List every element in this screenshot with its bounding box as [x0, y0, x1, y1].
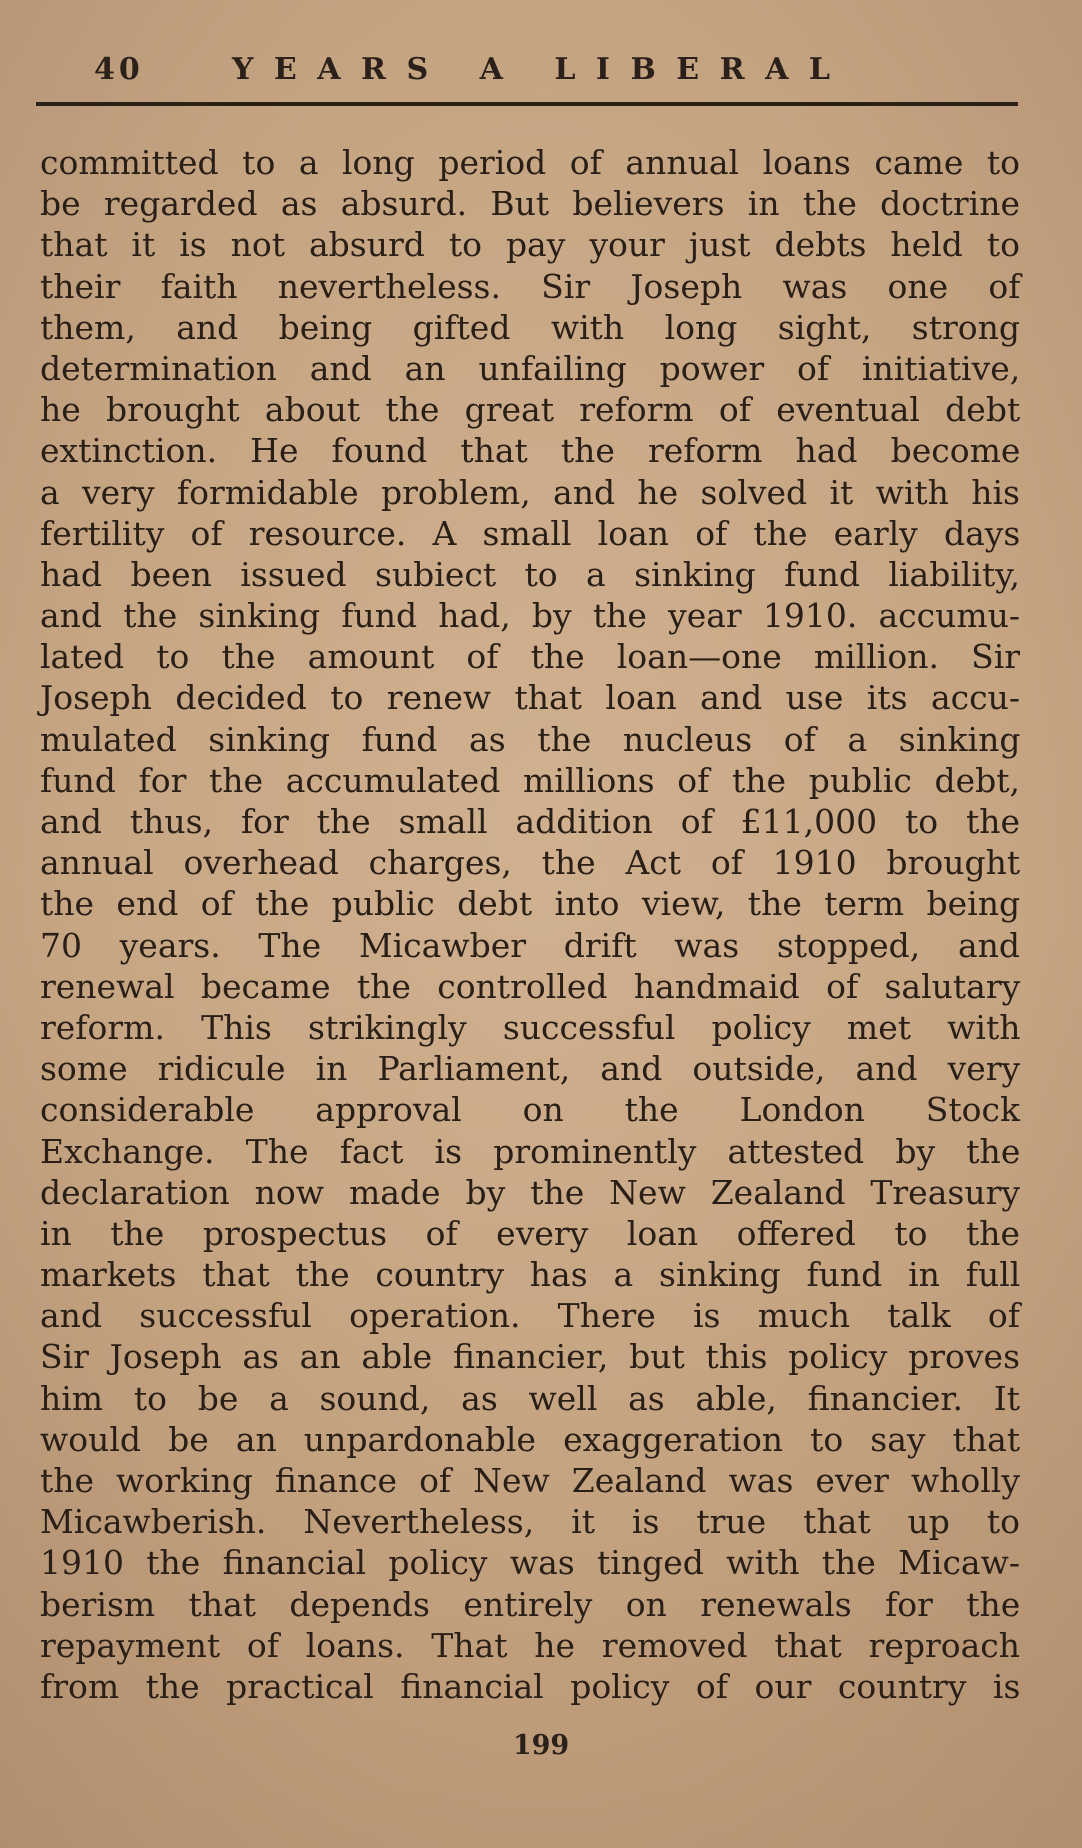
header-rule — [36, 102, 1018, 106]
text-line: the working finance of New Zealand was ever wholly — [40, 1461, 1020, 1500]
text-line: renewal became the controlled handmaid of salutary — [40, 966, 1021, 1006]
text-line: repayment of loans. That he removed that reproach — [40, 1625, 1021, 1665]
text-line: them, and being gifted with long sight, strong — [40, 307, 1020, 347]
running-head — [70, 44, 1010, 96]
text-line: considerable approval on the London Stock — [40, 1090, 1020, 1130]
text-line: Exchange. The fact is prominently attested by the — [40, 1131, 1021, 1171]
text-line: declaration now made by the New Zealand Treasury — [40, 1172, 1020, 1212]
text-line: in the prospectus of every loan offered to the — [40, 1213, 1021, 1253]
text-line: annual overhead charges, the Act of 1910 brought — [40, 843, 1021, 883]
text-line: him to be a sound, as well as able, financier. It — [40, 1378, 1020, 1418]
text-line: reform. This strikingly successful policy met with — [40, 1007, 1021, 1047]
text-line: lated to the amount of the loan—one million. Sir — [40, 637, 1021, 677]
text-line: and the sinking fund had, by the year 1910. accumu- — [40, 596, 1021, 636]
text-line: determination and an unfailing power of initiative, — [40, 348, 1021, 388]
text-line: their faith nevertheless. Sir Joseph was one of — [40, 266, 1021, 306]
text-line: Micawberish. Nevertheless, it is true that up to — [40, 1502, 1020, 1542]
text-line: mulated sinking fund as the nucleus of a sinking — [40, 719, 1021, 759]
text-line: markets that the country has a sinking fund in full — [40, 1255, 1021, 1295]
running-head-title: YEARS A LIBERAL — [232, 52, 851, 87]
text-line: and successful operation. There is much talk of — [40, 1296, 1020, 1336]
text-line: he brought about the great reform of eventual debt — [40, 390, 1021, 430]
body-text — [40, 142, 1020, 1707]
text-line: had been issued subiect to a sinking fund liability, — [40, 554, 1020, 594]
text-line: be regarded as absurd. But believers in the doctrine — [40, 184, 1020, 224]
text-line: would be an unpardonable exaggeration to say that — [40, 1419, 1021, 1459]
text-line: 70 years. The Micawber drift was stopped, and — [40, 925, 1020, 965]
text-line: some ridicule in Parliament, and outside, and very — [40, 1049, 1021, 1089]
text-line: extinction. He found that the reform had become — [40, 431, 1021, 471]
text-line: a very formidable problem, and he solved it with his — [40, 472, 1020, 512]
text-line: the end of the public debt into view, the term being — [40, 884, 1021, 924]
page-number: 199 — [512, 1730, 570, 1761]
text-line: fertility of resource. A small loan of the early days — [40, 513, 1021, 553]
text-line: and thus, for the small addition of £11,000 to the — [40, 802, 1020, 841]
text-line: berism that depends entirely on renewals for the — [40, 1584, 1021, 1624]
running-head-folio: 40 — [94, 52, 144, 87]
text-line: from the practical financial policy of our country is — [40, 1666, 1021, 1706]
text-line: that it is not absurd to pay your just debts held to — [40, 225, 1020, 265]
text-line: committed to a long period of annual loans came to — [40, 143, 1020, 182]
text-line: Sir Joseph as an able financier, but this policy proves — [40, 1337, 1020, 1377]
text-line: fund for the accumulated millions of the public debt, — [40, 760, 1020, 800]
text-line: 1910 the financial policy was tinged with the Micaw- — [40, 1543, 1020, 1583]
text-line: Joseph decided to renew that loan and use its accu- — [40, 678, 1020, 718]
